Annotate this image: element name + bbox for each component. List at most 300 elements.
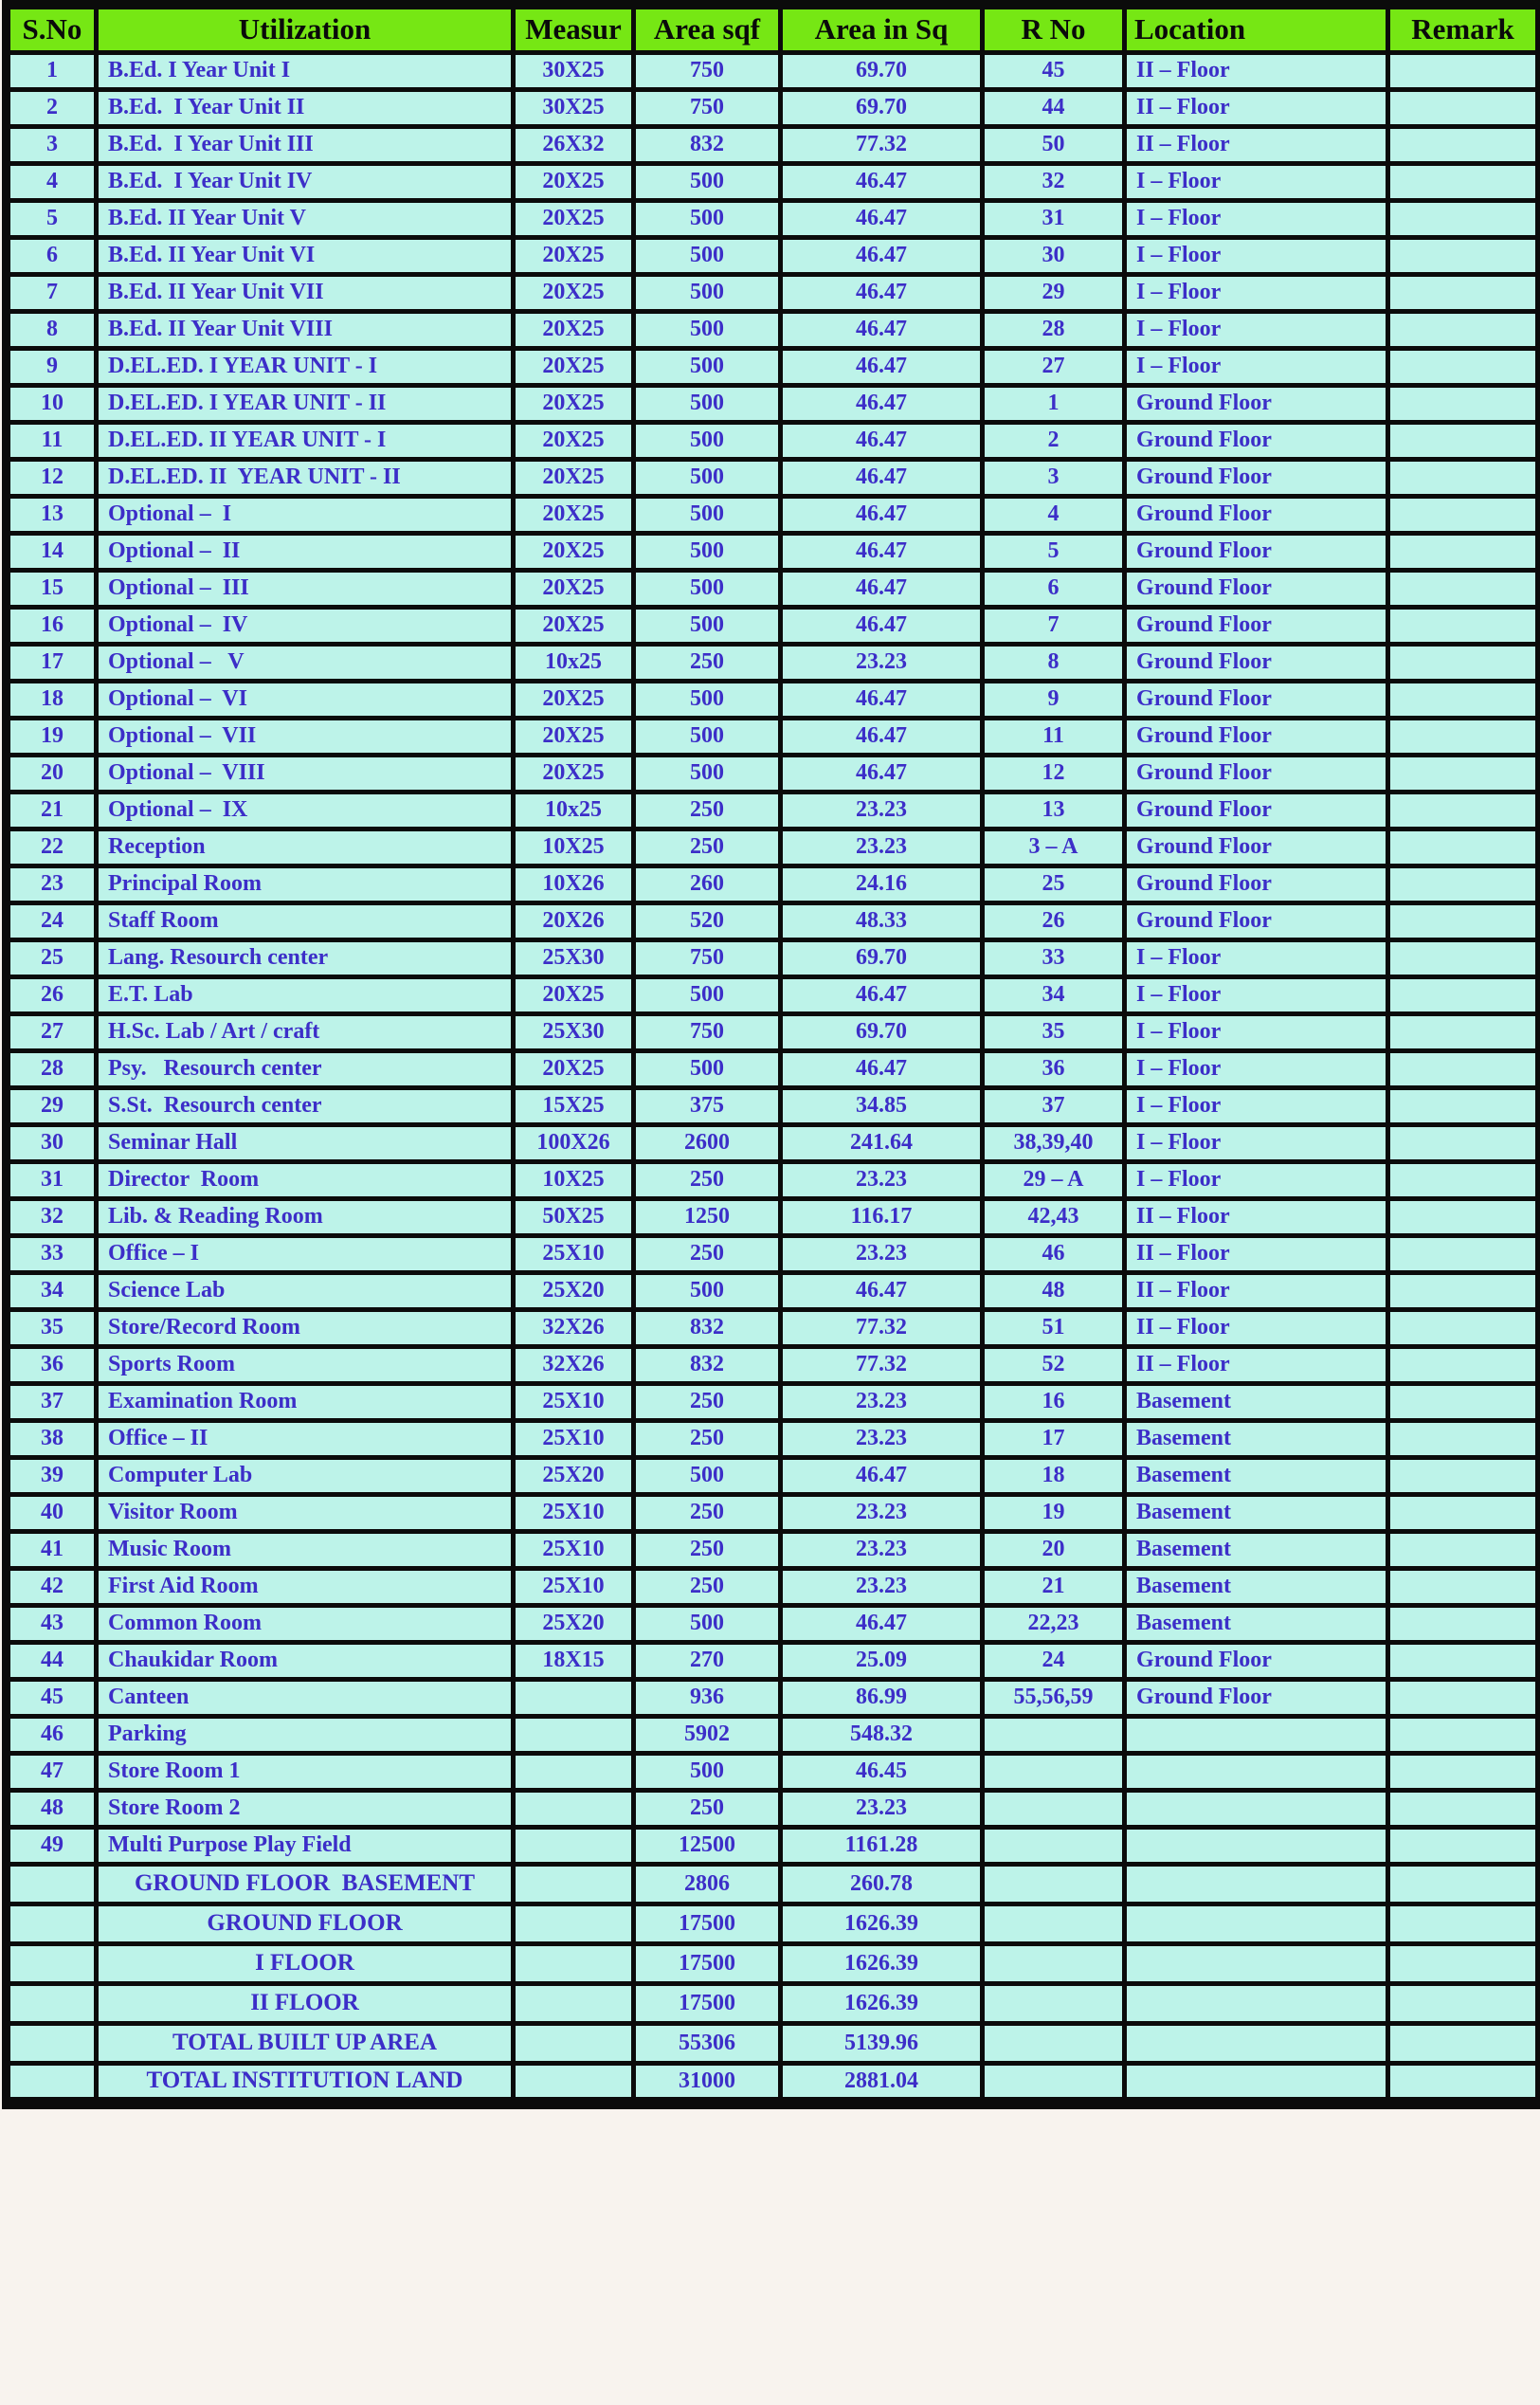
cell-measur: 10X26 bbox=[514, 865, 634, 902]
cell-r-no: 28 bbox=[983, 311, 1125, 348]
cell-utilization: Store/Record Room bbox=[97, 1309, 514, 1346]
table-row bbox=[7, 1050, 1540, 1087]
cell-measur: 25X20 bbox=[514, 1457, 634, 1494]
table-body bbox=[7, 52, 1540, 2103]
cell-measur: 10x25 bbox=[514, 792, 634, 829]
cell-location: Basement bbox=[1125, 1457, 1388, 1494]
cell-sno: 33 bbox=[7, 1235, 97, 1272]
cell-sno: 45 bbox=[7, 1679, 97, 1716]
cell-measur: 20X25 bbox=[514, 274, 634, 311]
table-row bbox=[7, 718, 1540, 755]
column-header-location: Location bbox=[1125, 5, 1388, 52]
cell-area-in-sq: 46.47 bbox=[781, 570, 983, 607]
cell-area-in-sq: 46.47 bbox=[781, 533, 983, 570]
cell-utilization: Music Room bbox=[97, 1531, 514, 1568]
cell-area-sqf: 250 bbox=[634, 1494, 781, 1531]
cell-sno: 23 bbox=[7, 865, 97, 902]
cell-remark bbox=[1388, 1235, 1540, 1272]
cell-r-no: 36 bbox=[983, 1050, 1125, 1087]
cell-location bbox=[1125, 2023, 1388, 2063]
cell-sno: 3 bbox=[7, 126, 97, 163]
cell-area-sqf: 500 bbox=[634, 533, 781, 570]
cell-remark bbox=[1388, 348, 1540, 385]
cell-r-no: 35 bbox=[983, 1013, 1125, 1050]
cell-remark bbox=[1388, 1983, 1540, 2023]
cell-measur: 20X25 bbox=[514, 385, 634, 422]
cell-location: Basement bbox=[1125, 1568, 1388, 1605]
cell-utilization: Office – I bbox=[97, 1235, 514, 1272]
cell-r-no: 22,23 bbox=[983, 1605, 1125, 1642]
cell-area-in-sq: 116.17 bbox=[781, 1198, 983, 1235]
cell-utilization: Multi Purpose Play Field bbox=[97, 1827, 514, 1864]
cell-measur: 25X10 bbox=[514, 1494, 634, 1531]
cell-area-sqf: 500 bbox=[634, 348, 781, 385]
cell-measur bbox=[514, 1904, 634, 1943]
cell-sno: 5 bbox=[7, 200, 97, 237]
cell-remark bbox=[1388, 459, 1540, 496]
cell-r-no: 4 bbox=[983, 496, 1125, 533]
column-header-r-no: R No bbox=[983, 5, 1125, 52]
cell-r-no bbox=[983, 1827, 1125, 1864]
cell-area-in-sq: 34.85 bbox=[781, 1087, 983, 1124]
cell-utilization: GROUND FLOOR BASEMENT bbox=[97, 1864, 514, 1904]
cell-utilization: D.EL.ED. II YEAR UNIT - I bbox=[97, 422, 514, 459]
cell-utilization: Lang. Resourch center bbox=[97, 939, 514, 976]
cell-area-sqf: 500 bbox=[634, 422, 781, 459]
cell-remark bbox=[1388, 1420, 1540, 1457]
cell-r-no: 12 bbox=[983, 755, 1125, 792]
cell-area-sqf: 750 bbox=[634, 1013, 781, 1050]
cell-area-sqf: 750 bbox=[634, 89, 781, 126]
cell-r-no: 55,56,59 bbox=[983, 1679, 1125, 1716]
cell-utilization: Store Room 2 bbox=[97, 1790, 514, 1827]
cell-remark bbox=[1388, 1943, 1540, 1983]
summary-row bbox=[7, 2023, 1540, 2063]
cell-r-no: 17 bbox=[983, 1420, 1125, 1457]
cell-sno: 32 bbox=[7, 1198, 97, 1235]
table-row bbox=[7, 1383, 1540, 1420]
cell-utilization: B.Ed. I Year Unit II bbox=[97, 89, 514, 126]
cell-location: I – Floor bbox=[1125, 1124, 1388, 1161]
cell-sno: 28 bbox=[7, 1050, 97, 1087]
cell-measur: 30X25 bbox=[514, 52, 634, 89]
table-row bbox=[7, 1753, 1540, 1790]
table-row bbox=[7, 1790, 1540, 1827]
cell-r-no: 29 bbox=[983, 274, 1125, 311]
cell-location: II – Floor bbox=[1125, 1198, 1388, 1235]
cell-sno: 14 bbox=[7, 533, 97, 570]
cell-sno: 47 bbox=[7, 1753, 97, 1790]
cell-area-sqf: 2600 bbox=[634, 1124, 781, 1161]
cell-remark bbox=[1388, 1716, 1540, 1753]
cell-remark bbox=[1388, 1272, 1540, 1309]
cell-area-in-sq: 46.47 bbox=[781, 755, 983, 792]
cell-measur: 25X10 bbox=[514, 1531, 634, 1568]
cell-location: Ground Floor bbox=[1125, 607, 1388, 644]
cell-utilization: Optional – VI bbox=[97, 681, 514, 718]
cell-area-sqf: 500 bbox=[634, 570, 781, 607]
cell-measur: 20X25 bbox=[514, 422, 634, 459]
cell-r-no: 8 bbox=[983, 644, 1125, 681]
cell-remark bbox=[1388, 311, 1540, 348]
cell-remark bbox=[1388, 1309, 1540, 1346]
cell-sno: 15 bbox=[7, 570, 97, 607]
cell-sno: 6 bbox=[7, 237, 97, 274]
cell-measur: 18X15 bbox=[514, 1642, 634, 1679]
cell-remark bbox=[1388, 163, 1540, 200]
cell-sno: 13 bbox=[7, 496, 97, 533]
cell-r-no: 27 bbox=[983, 348, 1125, 385]
cell-area-sqf: 250 bbox=[634, 1531, 781, 1568]
cell-utilization: B.Ed. I Year Unit I bbox=[97, 52, 514, 89]
cell-sno: 39 bbox=[7, 1457, 97, 1494]
cell-sno: 1 bbox=[7, 52, 97, 89]
cell-remark bbox=[1388, 644, 1540, 681]
cell-remark bbox=[1388, 755, 1540, 792]
cell-r-no: 6 bbox=[983, 570, 1125, 607]
cell-location: I – Floor bbox=[1125, 348, 1388, 385]
cell-area-in-sq: 1626.39 bbox=[781, 1904, 983, 1943]
cell-remark bbox=[1388, 1198, 1540, 1235]
table-row bbox=[7, 1642, 1540, 1679]
cell-location: I – Floor bbox=[1125, 1050, 1388, 1087]
cell-sno: 7 bbox=[7, 274, 97, 311]
table-row bbox=[7, 274, 1540, 311]
cell-measur bbox=[514, 1716, 634, 1753]
cell-sno: 40 bbox=[7, 1494, 97, 1531]
cell-location: I – Floor bbox=[1125, 311, 1388, 348]
cell-location bbox=[1125, 2063, 1388, 2103]
table-row bbox=[7, 829, 1540, 865]
cell-r-no: 48 bbox=[983, 1272, 1125, 1309]
cell-measur: 25X30 bbox=[514, 939, 634, 976]
cell-area-sqf: 500 bbox=[634, 1753, 781, 1790]
cell-utilization: Chaukidar Room bbox=[97, 1642, 514, 1679]
cell-utilization: B.Ed. II Year Unit VIII bbox=[97, 311, 514, 348]
cell-utilization: Sports Room bbox=[97, 1346, 514, 1383]
cell-sno: 12 bbox=[7, 459, 97, 496]
cell-utilization: B.Ed. II Year Unit V bbox=[97, 200, 514, 237]
cell-sno: 11 bbox=[7, 422, 97, 459]
table-row bbox=[7, 755, 1540, 792]
cell-measur: 20X25 bbox=[514, 755, 634, 792]
cell-r-no: 34 bbox=[983, 976, 1125, 1013]
cell-r-no: 31 bbox=[983, 200, 1125, 237]
cell-area-sqf: 500 bbox=[634, 1272, 781, 1309]
cell-sno: 29 bbox=[7, 1087, 97, 1124]
cell-measur: 20X25 bbox=[514, 163, 634, 200]
header-row bbox=[7, 5, 1540, 52]
cell-sno bbox=[7, 1983, 97, 2023]
cell-area-in-sq: 46.47 bbox=[781, 163, 983, 200]
cell-area-in-sq: 46.47 bbox=[781, 976, 983, 1013]
cell-area-sqf: 500 bbox=[634, 755, 781, 792]
cell-utilization: Parking bbox=[97, 1716, 514, 1753]
cell-remark bbox=[1388, 939, 1540, 976]
cell-measur: 20X25 bbox=[514, 1050, 634, 1087]
cell-measur: 20X25 bbox=[514, 237, 634, 274]
cell-remark bbox=[1388, 1531, 1540, 1568]
cell-remark bbox=[1388, 237, 1540, 274]
cell-area-in-sq: 260.78 bbox=[781, 1864, 983, 1904]
cell-remark bbox=[1388, 681, 1540, 718]
cell-location: Ground Floor bbox=[1125, 644, 1388, 681]
cell-remark bbox=[1388, 1864, 1540, 1904]
cell-remark bbox=[1388, 1679, 1540, 1716]
cell-utilization: B.Ed. II Year Unit VI bbox=[97, 237, 514, 274]
cell-r-no: 42,43 bbox=[983, 1198, 1125, 1235]
cell-area-in-sq: 46.47 bbox=[781, 237, 983, 274]
column-header-measur: Measur bbox=[514, 5, 634, 52]
cell-sno: 8 bbox=[7, 311, 97, 348]
cell-remark bbox=[1388, 976, 1540, 1013]
cell-area-in-sq: 25.09 bbox=[781, 1642, 983, 1679]
cell-location bbox=[1125, 1827, 1388, 1864]
cell-measur: 25X20 bbox=[514, 1272, 634, 1309]
cell-utilization: Optional – IV bbox=[97, 607, 514, 644]
cell-utilization: Optional – IX bbox=[97, 792, 514, 829]
table-row bbox=[7, 1309, 1540, 1346]
cell-area-in-sq: 23.23 bbox=[781, 1420, 983, 1457]
cell-measur: 20X25 bbox=[514, 570, 634, 607]
cell-location: I – Floor bbox=[1125, 1087, 1388, 1124]
cell-measur: 32X26 bbox=[514, 1346, 634, 1383]
cell-location: I – Floor bbox=[1125, 939, 1388, 976]
cell-location: II – Floor bbox=[1125, 52, 1388, 89]
cell-area-sqf: 12500 bbox=[634, 1827, 781, 1864]
cell-area-in-sq: 1161.28 bbox=[781, 1827, 983, 1864]
cell-area-in-sq: 23.23 bbox=[781, 1494, 983, 1531]
cell-utilization: Computer Lab bbox=[97, 1457, 514, 1494]
cell-location: Basement bbox=[1125, 1383, 1388, 1420]
cell-r-no: 21 bbox=[983, 1568, 1125, 1605]
cell-utilization: Office – II bbox=[97, 1420, 514, 1457]
summary-row bbox=[7, 1983, 1540, 2023]
cell-utilization: H.Sc. Lab / Art / craft bbox=[97, 1013, 514, 1050]
cell-r-no: 50 bbox=[983, 126, 1125, 163]
cell-utilization: Visitor Room bbox=[97, 1494, 514, 1531]
cell-utilization: Store Room 1 bbox=[97, 1753, 514, 1790]
cell-area-sqf: 17500 bbox=[634, 1904, 781, 1943]
cell-location: Basement bbox=[1125, 1605, 1388, 1642]
cell-r-no: 37 bbox=[983, 1087, 1125, 1124]
cell-sno: 2 bbox=[7, 89, 97, 126]
cell-sno: 9 bbox=[7, 348, 97, 385]
cell-utilization: Examination Room bbox=[97, 1383, 514, 1420]
cell-sno: 10 bbox=[7, 385, 97, 422]
cell-location: II – Floor bbox=[1125, 1235, 1388, 1272]
cell-area-in-sq: 23.23 bbox=[781, 1235, 983, 1272]
cell-area-sqf: 500 bbox=[634, 1605, 781, 1642]
cell-area-sqf: 250 bbox=[634, 1383, 781, 1420]
cell-location: I – Floor bbox=[1125, 163, 1388, 200]
cell-measur: 25X30 bbox=[514, 1013, 634, 1050]
cell-location: Ground Floor bbox=[1125, 385, 1388, 422]
cell-remark bbox=[1388, 1161, 1540, 1198]
cell-r-no: 19 bbox=[983, 1494, 1125, 1531]
cell-area-sqf: 260 bbox=[634, 865, 781, 902]
cell-location: Ground Floor bbox=[1125, 792, 1388, 829]
cell-area-sqf: 500 bbox=[634, 976, 781, 1013]
cell-location: Ground Floor bbox=[1125, 496, 1388, 533]
cell-sno: 24 bbox=[7, 902, 97, 939]
cell-r-no: 3 – A bbox=[983, 829, 1125, 865]
cell-remark bbox=[1388, 1124, 1540, 1161]
cell-r-no: 32 bbox=[983, 163, 1125, 200]
cell-area-in-sq: 23.23 bbox=[781, 1568, 983, 1605]
cell-sno: 46 bbox=[7, 1716, 97, 1753]
cell-utilization: TOTAL INSTITUTION LAND bbox=[97, 2063, 514, 2103]
cell-utilization: Optional – III bbox=[97, 570, 514, 607]
table-row bbox=[7, 496, 1540, 533]
table-row bbox=[7, 1161, 1540, 1198]
cell-location bbox=[1125, 1753, 1388, 1790]
summary-row bbox=[7, 1904, 1540, 1943]
cell-area-sqf: 500 bbox=[634, 311, 781, 348]
cell-location: Basement bbox=[1125, 1420, 1388, 1457]
cell-area-in-sq: 46.47 bbox=[781, 607, 983, 644]
cell-remark bbox=[1388, 718, 1540, 755]
cell-area-sqf: 500 bbox=[634, 163, 781, 200]
cell-location: Ground Floor bbox=[1125, 570, 1388, 607]
cell-remark bbox=[1388, 1383, 1540, 1420]
table-row bbox=[7, 792, 1540, 829]
cell-utilization: Canteen bbox=[97, 1679, 514, 1716]
cell-location: I – Floor bbox=[1125, 1161, 1388, 1198]
cell-area-sqf: 750 bbox=[634, 939, 781, 976]
cell-measur: 20X25 bbox=[514, 496, 634, 533]
table-row bbox=[7, 163, 1540, 200]
cell-location: II – Floor bbox=[1125, 1309, 1388, 1346]
cell-area-in-sq: 46.47 bbox=[781, 1272, 983, 1309]
cell-location: I – Floor bbox=[1125, 1013, 1388, 1050]
column-header-utilization: Utilization bbox=[97, 5, 514, 52]
cell-area-sqf: 500 bbox=[634, 237, 781, 274]
cell-sno: 36 bbox=[7, 1346, 97, 1383]
cell-remark bbox=[1388, 1568, 1540, 1605]
cell-location: I – Floor bbox=[1125, 237, 1388, 274]
table-row bbox=[7, 1531, 1540, 1568]
cell-remark bbox=[1388, 1827, 1540, 1864]
cell-sno bbox=[7, 2063, 97, 2103]
table-row bbox=[7, 348, 1540, 385]
cell-utilization: E.T. Lab bbox=[97, 976, 514, 1013]
cell-area-sqf: 5902 bbox=[634, 1716, 781, 1753]
table-row bbox=[7, 1272, 1540, 1309]
cell-remark bbox=[1388, 829, 1540, 865]
cell-area-sqf: 250 bbox=[634, 829, 781, 865]
cell-location: I – Floor bbox=[1125, 200, 1388, 237]
table-row bbox=[7, 681, 1540, 718]
cell-sno: 18 bbox=[7, 681, 97, 718]
cell-area-in-sq: 46.47 bbox=[781, 385, 983, 422]
table-row bbox=[7, 1198, 1540, 1235]
cell-area-sqf: 17500 bbox=[634, 1943, 781, 1983]
cell-utilization: Optional – I bbox=[97, 496, 514, 533]
cell-remark bbox=[1388, 1087, 1540, 1124]
cell-measur bbox=[514, 1827, 634, 1864]
table-row bbox=[7, 1605, 1540, 1642]
cell-measur: 25X10 bbox=[514, 1420, 634, 1457]
cell-utilization: Optional – VIII bbox=[97, 755, 514, 792]
cell-measur bbox=[514, 1753, 634, 1790]
cell-area-in-sq: 5139.96 bbox=[781, 2023, 983, 2063]
cell-area-in-sq: 46.47 bbox=[781, 459, 983, 496]
cell-r-no: 25 bbox=[983, 865, 1125, 902]
table-row bbox=[7, 1716, 1540, 1753]
cell-measur: 20X25 bbox=[514, 976, 634, 1013]
cell-area-sqf: 31000 bbox=[634, 2063, 781, 2103]
cell-area-in-sq: 48.33 bbox=[781, 902, 983, 939]
cell-area-sqf: 832 bbox=[634, 1346, 781, 1383]
cell-r-no: 11 bbox=[983, 718, 1125, 755]
cell-location: II – Floor bbox=[1125, 126, 1388, 163]
cell-area-sqf: 250 bbox=[634, 644, 781, 681]
cell-remark bbox=[1388, 1013, 1540, 1050]
table-row bbox=[7, 237, 1540, 274]
table-row bbox=[7, 570, 1540, 607]
summary-row bbox=[7, 1943, 1540, 1983]
column-header-sno: S.No bbox=[7, 5, 97, 52]
cell-area-sqf: 2806 bbox=[634, 1864, 781, 1904]
cell-area-in-sq: 69.70 bbox=[781, 1013, 983, 1050]
cell-location: Basement bbox=[1125, 1494, 1388, 1531]
cell-utilization: D.EL.ED. I YEAR UNIT - I bbox=[97, 348, 514, 385]
cell-location bbox=[1125, 1943, 1388, 1983]
table-row bbox=[7, 200, 1540, 237]
cell-sno: 25 bbox=[7, 939, 97, 976]
cell-utilization: GROUND FLOOR bbox=[97, 1904, 514, 1943]
table-row bbox=[7, 459, 1540, 496]
column-header-area-sqf: Area sqf bbox=[634, 5, 781, 52]
cell-remark bbox=[1388, 1790, 1540, 1827]
column-header-area-in-sq: Area in Sq bbox=[781, 5, 983, 52]
cell-r-no bbox=[983, 2023, 1125, 2063]
cell-sno: 31 bbox=[7, 1161, 97, 1198]
cell-r-no: 52 bbox=[983, 1346, 1125, 1383]
cell-sno: 49 bbox=[7, 1827, 97, 1864]
cell-r-no: 1 bbox=[983, 385, 1125, 422]
cell-sno: 27 bbox=[7, 1013, 97, 1050]
cell-remark bbox=[1388, 274, 1540, 311]
cell-remark bbox=[1388, 570, 1540, 607]
cell-area-in-sq: 46.47 bbox=[781, 274, 983, 311]
cell-sno: 17 bbox=[7, 644, 97, 681]
cell-remark bbox=[1388, 865, 1540, 902]
cell-sno bbox=[7, 2023, 97, 2063]
cell-remark bbox=[1388, 1904, 1540, 1943]
cell-utilization: Optional – V bbox=[97, 644, 514, 681]
cell-area-sqf: 250 bbox=[634, 792, 781, 829]
table-row bbox=[7, 1679, 1540, 1716]
cell-sno: 37 bbox=[7, 1383, 97, 1420]
cell-area-in-sq: 77.32 bbox=[781, 1309, 983, 1346]
cell-area-in-sq: 46.47 bbox=[781, 718, 983, 755]
table-row bbox=[7, 1235, 1540, 1272]
table-row bbox=[7, 976, 1540, 1013]
table-row bbox=[7, 902, 1540, 939]
table-row bbox=[7, 865, 1540, 902]
cell-measur: 20X25 bbox=[514, 533, 634, 570]
cell-r-no: 51 bbox=[983, 1309, 1125, 1346]
cell-location: Ground Floor bbox=[1125, 718, 1388, 755]
cell-location: Ground Floor bbox=[1125, 459, 1388, 496]
cell-area-in-sq: 69.70 bbox=[781, 939, 983, 976]
cell-area-in-sq: 46.47 bbox=[781, 348, 983, 385]
cell-location: II – Floor bbox=[1125, 89, 1388, 126]
cell-measur: 20X25 bbox=[514, 311, 634, 348]
table-row bbox=[7, 1457, 1540, 1494]
